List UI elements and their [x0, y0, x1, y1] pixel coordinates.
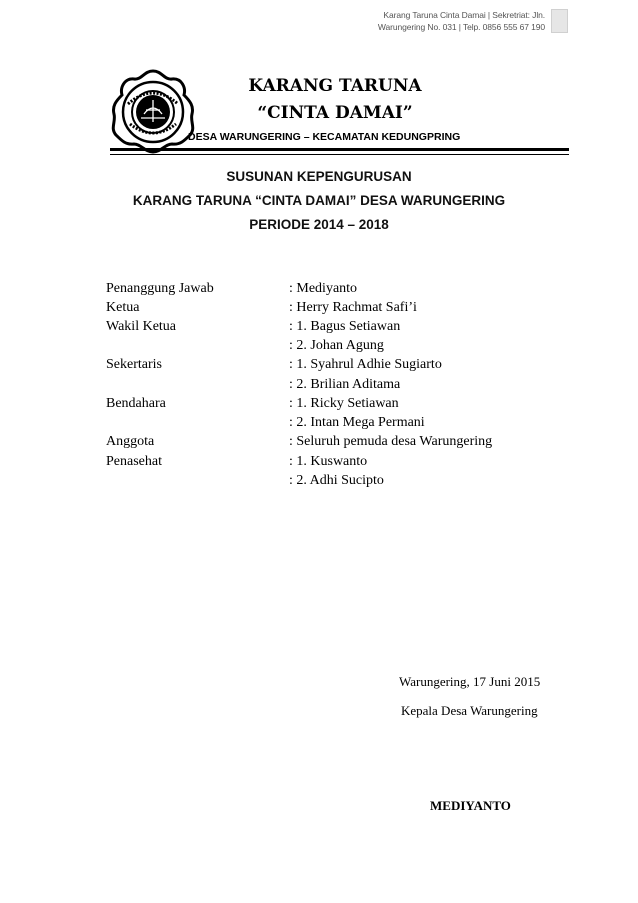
roster-value: : 1. Syahrul Adhie Sugiarto	[289, 357, 442, 372]
header-scroll-marker	[551, 9, 568, 33]
document-heading-1: SUSUNAN KEPENGURUSAN	[226, 169, 412, 184]
roster-value: : 2. Intan Mega Permani	[289, 415, 425, 430]
header-contact-line-2: Warungering No. 031 | Telp. 0856 555 67 190	[377, 22, 545, 32]
roster-role: Penanggung Jawab	[106, 281, 214, 296]
document-heading-3: PERIODE 2014 – 2018	[249, 217, 389, 232]
roster-value: : Mediyanto	[289, 281, 358, 296]
roster-role: Wakil Ketua	[106, 319, 177, 334]
roster-role: Anggota	[106, 434, 155, 449]
signature-position: Kepala Desa Warungering	[401, 703, 538, 718]
roster-role: Sekertaris	[106, 357, 162, 372]
roster-value: : Herry Rachmat Safi’i	[289, 300, 417, 315]
roster-value: : 1. Bagus Setiawan	[289, 319, 401, 334]
letterhead-rule-thick	[110, 148, 569, 151]
signature-name: MEDIYANTO	[430, 798, 511, 813]
letterhead-rule-thin	[110, 154, 569, 155]
roster-value: : 2. Johan Agung	[289, 338, 384, 353]
letterhead-address: DESA WARUNGERING – KECAMATAN KEDUNGPRING	[188, 131, 461, 143]
document-heading-2: KARANG TARUNA “CINTA DAMAI” DESA WARUNGERING	[132, 193, 506, 208]
roster-value: : 2. Adhi Sucipto	[289, 473, 384, 488]
letterhead-title: KARANG TARUNA	[248, 76, 422, 96]
roster-value: : 2. Brilian Aditama	[289, 377, 401, 392]
roster-value: : 1. Kuswanto	[289, 454, 368, 469]
roster-role: Bendahara	[106, 396, 166, 411]
roster-value: : Seluruh pemuda desa Warungering	[289, 434, 493, 449]
roster-role: Penasehat	[106, 454, 162, 469]
header-contact-line-1: Karang Taruna Cinta Damai | Sekretriat: Jln.	[383, 10, 545, 20]
signature-place-date: Warungering, 17 Juni 2015	[399, 674, 541, 689]
roster-role: Ketua	[106, 300, 140, 315]
letterhead-subtitle: “CINTA DAMAI”	[257, 103, 413, 123]
roster-value: : 1. Ricky Setiawan	[289, 396, 399, 411]
